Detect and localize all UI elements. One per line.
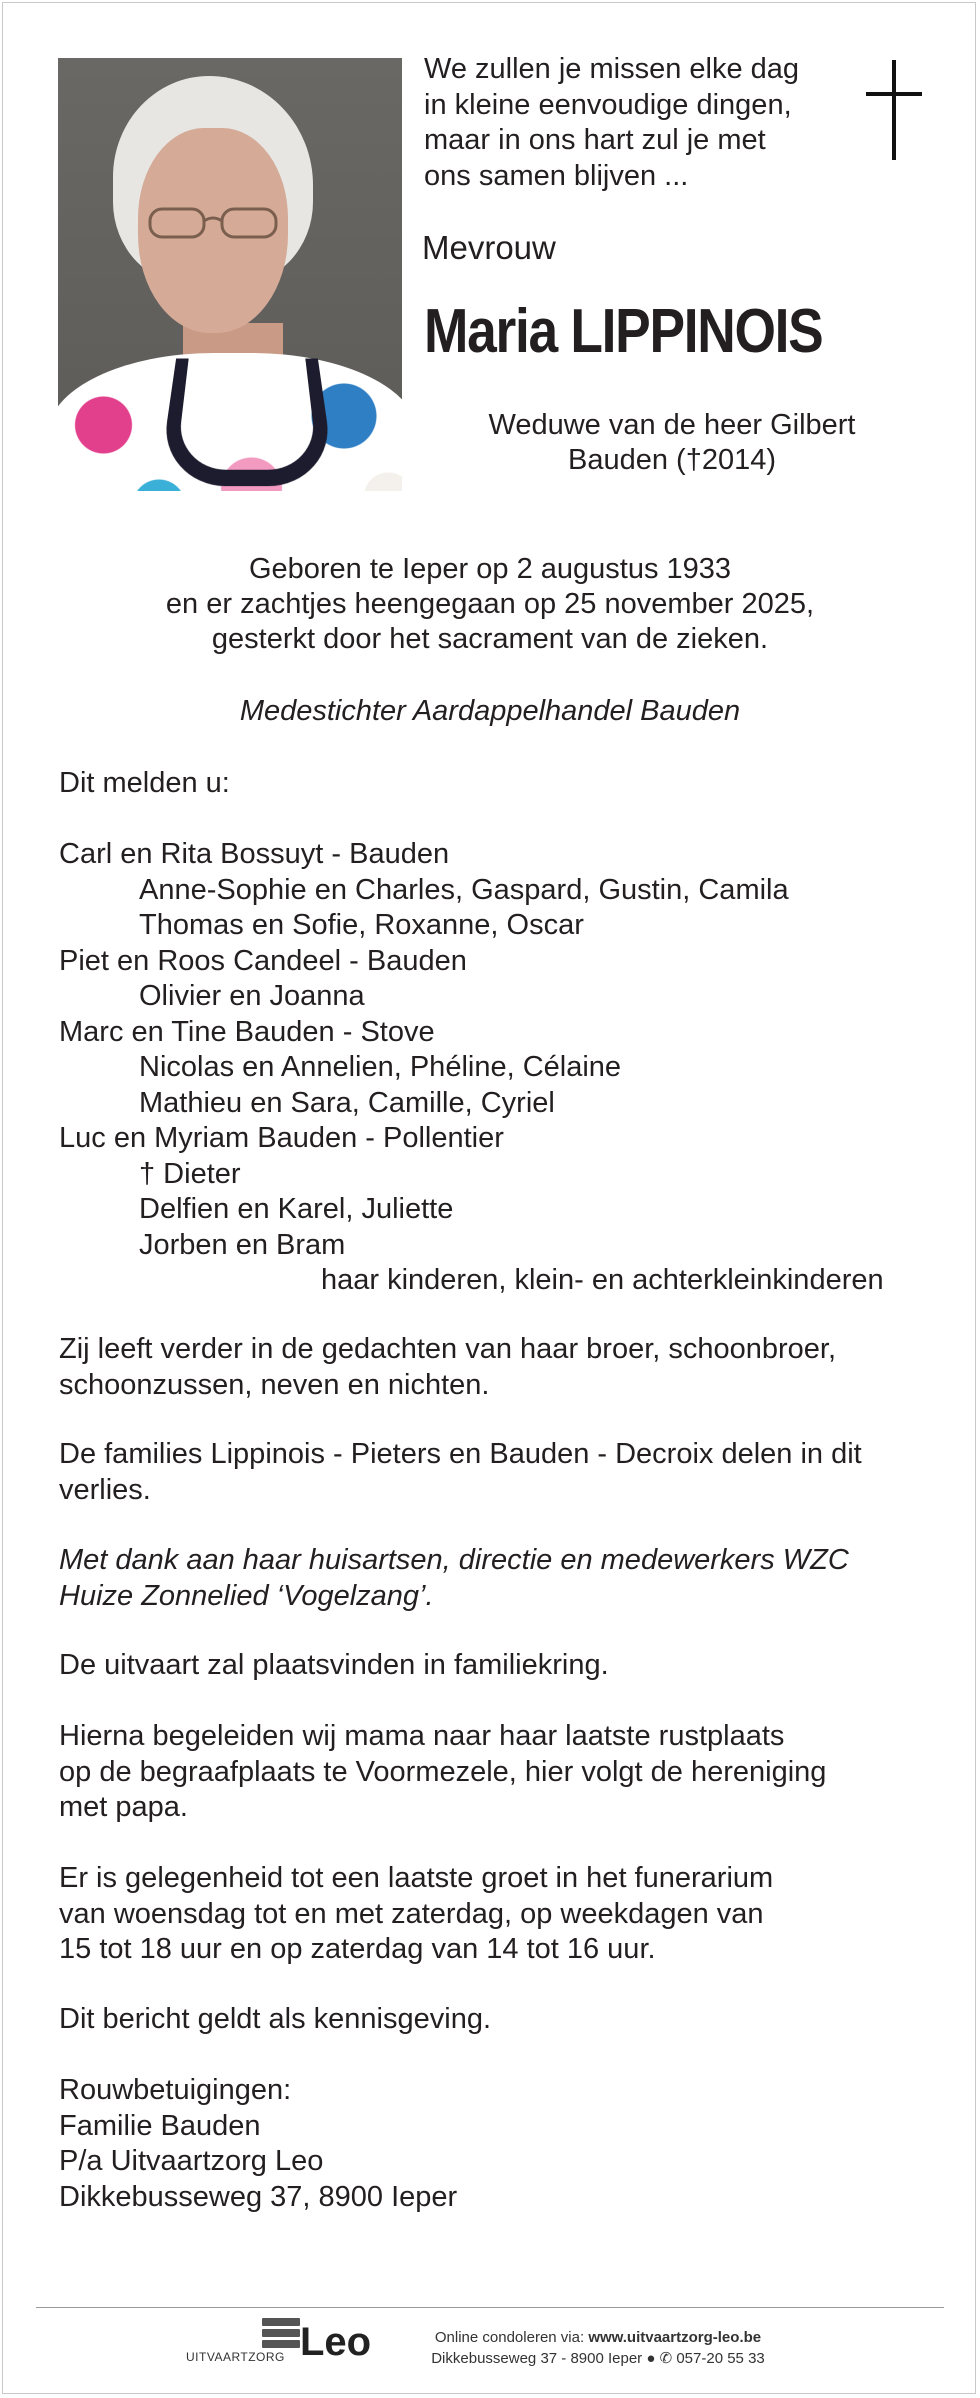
poem — [424, 52, 844, 194]
widow-note — [440, 408, 904, 478]
bullet-icon: ● — [646, 2350, 656, 2367]
family-line: Carl en Rita Bossuyt - Bauden — [59, 838, 450, 870]
sacrament-line: gesterkt door het sacrament van de zieken. — [211, 623, 769, 655]
poem-line: in kleine eenvoudige dingen, — [424, 88, 792, 121]
notice-paragraph: Dit bericht geldt als kennisgeving. — [59, 2003, 492, 2035]
funeral-paragraph: De uitvaart zal plaatsvinden in familiekring. — [59, 1649, 609, 1681]
footer-divider — [36, 2307, 944, 2308]
phone-icon: ✆ — [659, 2350, 673, 2367]
online-label: Online condoleren via: — [434, 2329, 585, 2346]
logo-stack-icon — [262, 2318, 300, 2352]
widow-line: Bauden (†2014) — [568, 444, 776, 476]
family-line: Marc en Tine Bauden - Stove — [59, 1015, 435, 1048]
cofounder-note: Medestichter Aardappelhandel Bauden — [239, 695, 741, 727]
families-paragraph: De families Lippinois - Pieters en Bauden - Decroix delen in dit verlies. — [59, 1438, 862, 1506]
family-line: Nicolas en Annelien, Phéline, Célaine — [139, 1051, 622, 1083]
family-line: Anne-Sophie en Charles, Gaspard, Gustin, Camila — [139, 873, 789, 906]
widow-line: Weduwe van de heer Gilbert — [488, 409, 856, 441]
thanks-paragraph: Met dank aan haar huisartsen, directie en medewerkers WZC Huize Zonnelied ‘Vogelzang’. — [59, 1544, 849, 1612]
announcement-intro: Dit melden u: — [59, 767, 230, 799]
death-line: en er zachtjes heengegaan op 25 november 2025, — [165, 588, 815, 620]
family-line: Piet en Roos Candeel - Bauden — [59, 944, 467, 977]
logo-small-text: UITVAARTZORG — [186, 2350, 285, 2364]
deceased-name: Maria LIPPINOIS — [424, 297, 823, 366]
family-line: Mathieu en Sara, Camille, Cyriel — [139, 1086, 555, 1119]
burial-paragraph: Hierna begeleiden wij mama naar haar laatste rustplaats op de begraafplaats te Voormezele, hier volgt de hereniging met papa. — [59, 1720, 827, 1823]
visit-paragraph: Er is gelegenheid tot een laatste groet in het funerarium van woensdag tot en met zaterdag, op weekdagen van 15 tot 18 uur en op zaterdag van 14 tot 16 uur. — [59, 1862, 774, 1965]
family-line: † Dieter — [139, 1157, 241, 1190]
birth-line: Geboren te Ieper op 2 augustus 1933 — [248, 553, 732, 585]
footer-address: Dikkebusseweg 37 - 8900 Ieper — [431, 2350, 643, 2367]
announcement — [59, 766, 939, 1299]
logo-big-text: Leo — [300, 2320, 372, 2364]
poem-line: ons samen blijven ... — [424, 159, 689, 192]
salutation: Mevrouw — [422, 229, 556, 266]
family-line: Delfien en Karel, Juliette — [139, 1193, 454, 1225]
footer-contact — [408, 2327, 788, 2369]
family-closing: haar kinderen, klein- en achterkleinkinderen — [321, 1264, 884, 1296]
condolences-block: Rouwbetuigingen: Familie Bauden P/a Uitvaartzorg Leo Dikkebusseweg 37, 8900 Ieper — [59, 2074, 458, 2213]
footer-phone: 057-20 55 33 — [676, 2350, 765, 2367]
portrait-photo — [58, 58, 402, 491]
website-link[interactable]: www.uitvaartzorg-leo.be — [588, 2329, 762, 2346]
poem-line: maar in ons hart zul je met — [424, 124, 766, 156]
birth-death-block — [60, 552, 920, 657]
poem-line: We zullen je missen elke dag — [424, 53, 800, 85]
family-line: Olivier en Joanna — [139, 980, 365, 1012]
family-line: Thomas en Sofie, Roxanne, Oscar — [139, 909, 584, 941]
memory-paragraph: Zij leeft verder in de gedachten van haar broer, schoonbroer, schoonzussen, neven en nichten. — [59, 1333, 837, 1401]
family-line: Jorben en Bram — [139, 1228, 346, 1261]
family-line: Luc en Myriam Bauden - Pollentier — [59, 1122, 504, 1154]
latin-cross-icon — [866, 60, 922, 160]
